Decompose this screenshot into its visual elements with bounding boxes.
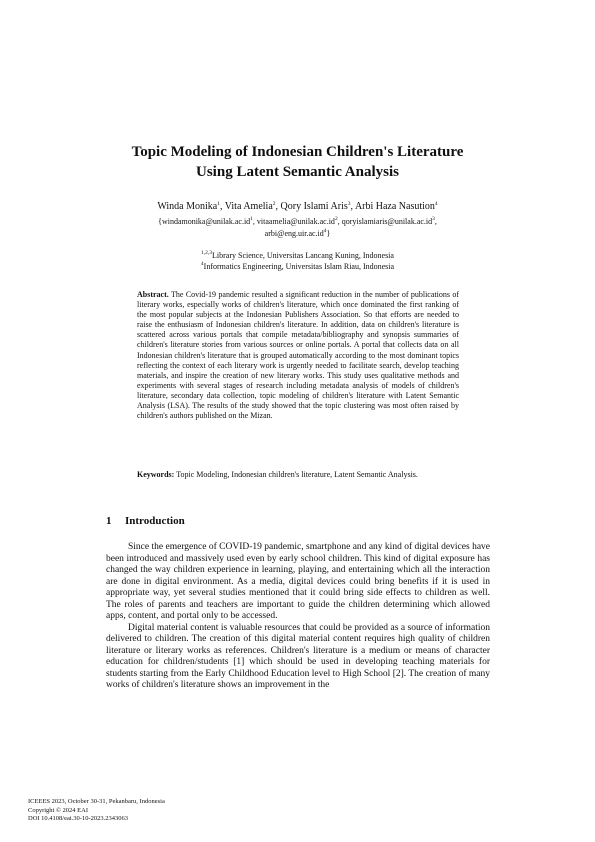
author-name: Vita Amelia (224, 201, 273, 212)
email-sup: 4 (323, 228, 327, 234)
abstract-label: Abstract. (137, 290, 169, 299)
affiliation-sup: 4 (200, 261, 204, 267)
section-heading (106, 514, 185, 528)
paragraph: Digital material content is valuable resources that could be provided as a source of information delivered to children. The creation of this digital material content requires high quality of children literature or literary works as references. Children's literature is a medium or means of character education for children/students [1] which should be used in developing teaching materials for students starting from the Early Childhood Education level to High School [2]. The creation of many works of children's literature shows an improvement in the (106, 622, 490, 690)
footer-doi[interactable]: DOI 10.4108/eai.30-10-2023.2343063 (28, 815, 129, 822)
keywords-label: Keywords: (137, 470, 175, 479)
email-link[interactable]: vitaamelia@unilak.ac.id (256, 217, 335, 226)
affiliation-line (80, 250, 515, 261)
title-line-2: Using Latent Semantic Analysis (196, 164, 399, 180)
email-link[interactable]: qoryislamiaris@unilak.ac.id (341, 217, 433, 226)
abstract (137, 290, 459, 421)
affiliation-sup: 1,2,3 (201, 250, 213, 256)
affiliation-text: Library Science, Universitas Lancang Kuning, Indonesia (212, 251, 394, 260)
affiliation-text: Informatics Engineering, Universitas Islam Riau, Indonesia (203, 262, 395, 271)
title-line-1: Topic Modeling of Indonesian Children's Literature (131, 144, 464, 160)
affiliations (80, 250, 515, 272)
author-sup: 2 (272, 201, 276, 207)
author-name: Arbi Haza Nasution (354, 201, 435, 212)
footer-copyright: Copyright © 2024 EAI (28, 806, 89, 814)
author-emails: {$windamonika@unilak.ac.id^1$, $vitaamelia@unilak.ac.id^2$, $qoryislamiaris@unilak.ac.id^3$, $arbi@eng.uir.ac.id^4$} (158, 216, 437, 238)
abstract-text: The Covid-19 pandemic resulted a significant reduction in the number of publications of literary works, especially works of children's literature, which once dominated the first ranking of the most popular subjects at the Indonesian Publishers Association. So that efforts are needed to raise the enthusiasm of Indonesian children's literature. In addition, data on children's literature is scattered across various portals that compile metadata/bibliography and synopsis summaries of children's literature stories from various sources or online portals. A portal that collects data on all Indonesian children's literature that is grouped automatically according to the most dominant topics reflecting the context of each literary work is urgently needed to facilitate search, develop teaching materials, and inspire the creation of new literary works. This study uses qualitative methods and experiments with several stages of research including metadata analysis of models of children's literature, secondary data collection, topic modeling of children's literature with Latent Semantic Analysis (LSA). The results of the study showed that the topic clustering was most often raised by children's authors published on the Mizan. (137, 290, 459, 421)
author-sup: 1 (217, 201, 220, 207)
author-sup: 3 (347, 201, 351, 207)
email-link[interactable]: arbi@eng.uir.ac.id (264, 229, 324, 238)
email-sup: 1 (250, 216, 253, 222)
section-title: Introduction (125, 515, 185, 527)
section-number: 1 (106, 515, 112, 527)
author-sup: 4 (434, 201, 438, 207)
author-name: Winda Monika (157, 201, 218, 212)
author-list: Winda Monika$^1$, Vita Amelia$^2$, Qory Islami Aris$^3$, Arbi Haza Nasution$^4$ (157, 201, 438, 212)
footer-conference: ICEEES 2023, October 30-31, Pekanbaru, Indonesia (28, 798, 165, 805)
keywords-text: Topic Modeling, Indonesian children's literature, Latent Semantic Analysis. (176, 470, 418, 479)
author-name: Qory Islami Aris (280, 201, 348, 212)
page-footer (28, 798, 165, 824)
paragraph: Since the emergence of COVID-19 pandemic, smartphone and any kind of digital devices have been introduced and massively used even by early school children. This kind of digital exposure has changed the way children experience in learning, playing, and entertaining which all the interaction are done in digital environment. As a media, digital devices could bring benefits if it is used in appropriate way, yet several studies mentioned that it could bring side effects to children as well. The roles of parents and teachers are important to guide the children determining which allowed apps, content, and portal only to be accessed. (106, 542, 490, 621)
email-sup: 2 (334, 216, 338, 222)
paper-title (80, 142, 515, 182)
email-link[interactable]: windamonika@unilak.ac.id (161, 217, 251, 226)
affiliation-line (80, 261, 515, 272)
keywords (137, 470, 459, 480)
email-sup: 3 (432, 216, 435, 222)
body-text (106, 542, 490, 692)
